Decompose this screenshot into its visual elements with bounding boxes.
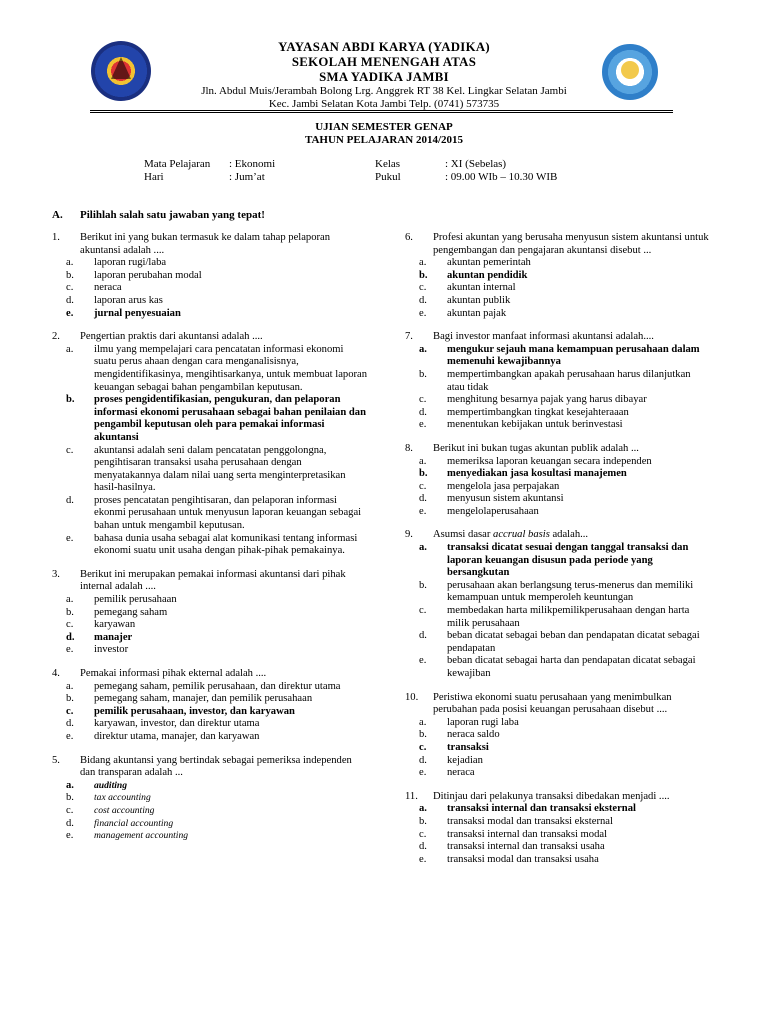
option-letter: b. [419, 269, 428, 281]
question-number: 9. [405, 529, 413, 541]
option-text: transaksi internal dan transaksi eksternal [447, 803, 636, 815]
option-text: transaksi modal dan transaksi usaha [447, 853, 599, 865]
option-letter: c. [419, 282, 427, 294]
answer-option [419, 394, 710, 407]
answer-option [66, 257, 367, 270]
option-letter: d. [66, 294, 74, 306]
question-number: 6. [405, 232, 413, 243]
option-text: laporan rugi laba [447, 716, 519, 728]
question-text: Berikut ini yang bukan termasuk ke dalam tahap pelaporan akuntansi adalah .... [80, 232, 331, 256]
option-text: laporan perubahan modal [94, 269, 202, 281]
option-letter: a. [419, 716, 427, 728]
day-value: : Jum’at [229, 171, 265, 183]
option-text: menyediakan jasa kosultasi manajemen [447, 468, 627, 480]
class-label: Kelas [375, 158, 401, 170]
question-number: 10. [405, 691, 419, 703]
exam-title: UJIAN SEMESTER GENAP [315, 121, 453, 133]
answer-option [419, 419, 710, 432]
option-text: neraca saldo [447, 729, 500, 741]
option-text: pemegang saham, manajer, dan pemilik perusahaan [94, 693, 313, 705]
question-text: Pemakai informasi pihak ekternal adalah .... [80, 668, 267, 679]
option-text: mengelolaperusahaan [447, 505, 539, 517]
option-text: menghitung besarnya pajak yang harus dibayar [447, 394, 647, 406]
option-letter: e. [419, 307, 427, 319]
header-divider [90, 110, 673, 111]
option-text: tax accounting [94, 792, 151, 804]
option-text: transaksi internal dan transaksi modal [447, 828, 608, 840]
option-text: pemegang saham, pemilik perusahaan, dan direktur utama [94, 680, 341, 692]
option-letter: a. [66, 343, 74, 355]
option-letter: e. [419, 419, 427, 431]
option-text: cost accounting [94, 804, 155, 816]
option-letter: a. [419, 343, 427, 355]
option-letter: a. [419, 455, 427, 467]
answer-option [66, 294, 367, 308]
option-text: akuntan publik [447, 294, 511, 306]
question-number: 7. [405, 331, 413, 343]
question-text: Berikut ini merupakan pemakai informasi akuntansi dari pihak internal adalah .... [80, 568, 346, 593]
option-letter: d. [66, 494, 74, 506]
option-text: financial accounting [94, 817, 174, 829]
option-letter: a. [419, 542, 427, 554]
option-text: transaksi dicatat sesuai dengan tanggal transaksi dan laporan keuangan disusun pada periode yang bersangkutan [447, 542, 689, 579]
answer-option [66, 644, 367, 657]
question-number: 11. [405, 790, 418, 802]
answer-option [419, 630, 710, 655]
option-letter: b. [419, 579, 427, 591]
question-number: 2. [52, 331, 60, 343]
option-letter: e. [66, 532, 74, 544]
option-text: menentukan kebijakan untuk berinvestasi [447, 419, 623, 431]
option-letter: e. [419, 655, 427, 667]
option-letter: d. [66, 817, 74, 829]
option-letter: b. [419, 368, 427, 380]
option-text: proses pengidentifikasian, pengukuran, dan pelaporan informasi ekonomi perusahaan sebagai bahan penilaian dan pengambil keputusan oleh para pemakai informasi akuntansi [94, 394, 366, 443]
answer-option [66, 269, 367, 283]
answer-option [419, 455, 710, 469]
option-text: direktur utama, manajer, dan karyawan [94, 730, 260, 742]
question-number: 4. [52, 668, 60, 679]
answer-option [419, 815, 710, 829]
option-letter: c. [66, 444, 74, 456]
option-letter: b. [66, 693, 74, 705]
question-number: 8. [405, 442, 413, 454]
letterhead [0, 40, 768, 110]
italic-term: accrual basis [493, 529, 550, 541]
question-5 [52, 755, 367, 843]
option-letter: a. [66, 257, 74, 269]
question-text: Profesi akuntan yang berusaha menyusun sistem akuntansi untuk pengembangan dan pengajaran akuntansi disebut ... [433, 232, 709, 256]
answer-option [419, 741, 710, 755]
option-text: beban dicatat sebagai harta dan pendapatan dicatat sebagai kewajiban [447, 655, 696, 679]
question-text: Bidang akuntansi yang bertindak sebagai pemeriksa independen dan transparan adalah ... [80, 754, 352, 779]
question-text: Peristiwa ekonomi suatu perusahaan yang menimbulkan perubahan pada posisi keuangan perusahaan disebut .... [433, 691, 672, 716]
question-text: Bagi investor manfaat informasi akuntansi adalah.... [433, 331, 654, 343]
address-line-1: Jln. Abdul Muis/Jerambah Bolong Lrg. Anggrek RT 38 Kel. Lingkar Selatan Jambi [201, 85, 567, 97]
answer-option [419, 505, 710, 519]
option-text: manajer [94, 631, 133, 643]
question-10 [405, 692, 710, 780]
option-text: mengelola jasa perpajakan [447, 480, 560, 492]
answer-option [66, 343, 368, 394]
answer-option [66, 631, 367, 645]
option-letter: e. [66, 730, 74, 742]
option-text: mempertimbangkan apakah perusahaan harus dilanjutkan atau tidak [447, 368, 691, 393]
option-letter: e. [66, 830, 74, 842]
option-letter: a. [66, 680, 74, 692]
answer-option [419, 542, 710, 580]
option-letter: c. [419, 741, 427, 753]
option-text: membedakan harta milikpemilikperusahaan dengan harta milik perusahaan [447, 605, 690, 629]
option-text: menyusun sistem akuntansi [447, 493, 564, 505]
question-text: Ditinjau dari pelakunya transaksi dibedakan menjadi .... [433, 790, 670, 802]
option-text: beban dicatat sebagai beban dan pendapatan dicatat sebagai pendapatan [447, 630, 700, 654]
option-letter: a. [419, 257, 427, 269]
answer-option [66, 532, 367, 558]
answer-option [66, 804, 367, 818]
question-1 [52, 232, 367, 320]
header-divider-thin [90, 112, 673, 113]
option-text: proses pencatatan pengihtisaran, dan pelaporan informasi ekonmi perusahaan untuk menyusun laporan keuangan sebagai bahan untuk mengambil keputusan. [94, 494, 362, 532]
question-2 [52, 331, 367, 558]
answer-option [66, 394, 367, 444]
answer-option [66, 307, 367, 321]
answer-option [419, 754, 710, 768]
answer-option [66, 817, 367, 831]
option-text: laporan rugi/laba [94, 257, 167, 269]
answer-option [419, 655, 710, 680]
answer-option [66, 718, 367, 731]
option-letter: d. [419, 493, 427, 505]
question-3 [52, 569, 367, 657]
section-a-heading [52, 209, 265, 222]
question-7 [405, 331, 710, 432]
subject-label: Mata Pelajaran [144, 158, 211, 170]
option-letter: b. [66, 606, 74, 618]
answer-option [419, 307, 710, 321]
answer-option [66, 282, 367, 295]
option-letter: e. [66, 644, 74, 656]
answer-option [66, 730, 367, 744]
option-text: karyawan, investor, dan direktur utama [94, 718, 260, 730]
class-value: : XI (Sebelas) [445, 158, 507, 170]
questions-right-column [405, 232, 710, 877]
answer-option [419, 294, 710, 308]
option-letter: d. [66, 718, 74, 730]
answer-option [66, 494, 367, 533]
option-letter: d. [419, 841, 427, 853]
option-letter: d. [419, 630, 427, 642]
option-text: neraca [94, 282, 122, 294]
option-letter: d. [419, 406, 427, 418]
option-letter: b. [66, 792, 74, 804]
option-letter: b. [419, 729, 427, 741]
option-text: akuntan pemerintah [447, 257, 531, 269]
exam-year: TAHUN PELAJARAN 2014/2015 [304, 134, 464, 146]
option-letter: b. [419, 468, 428, 480]
answer-option [66, 830, 367, 843]
option-text: investor [94, 644, 129, 656]
time-label: Pukul [375, 171, 401, 183]
option-text: ilmu yang mempelajari cara pencatatan informasi ekonomi suatu perus ahaan dengan cara menganalisisnya, mengidentifikasinya, mengihtisarkanya, untuk membuat laporan keuangan sebagai bahan pengambilan keputusan. [94, 343, 368, 393]
option-text: laporan arus kas [94, 294, 163, 306]
option-letter: a. [66, 779, 74, 791]
answer-option [419, 767, 710, 780]
answer-option [66, 619, 367, 632]
option-letter: d. [66, 631, 75, 643]
answer-option [419, 257, 710, 270]
option-letter: c. [419, 828, 427, 840]
option-letter: c. [66, 282, 74, 294]
answer-option [419, 269, 710, 283]
answer-option [66, 444, 367, 495]
option-letter: c. [419, 480, 427, 492]
question-8 [405, 443, 710, 519]
answer-option [419, 853, 710, 867]
answer-option [419, 828, 710, 842]
option-text: management accounting [94, 830, 189, 842]
option-text: transaksi [447, 741, 489, 753]
question-4 [52, 668, 367, 744]
option-text: neraca [447, 767, 475, 779]
answer-option [66, 705, 367, 719]
option-text: mempertimbangkan tingkat kesejahteraaan [447, 406, 629, 418]
option-text: auditing [94, 779, 128, 791]
option-text: kejadian [447, 754, 483, 766]
option-letter: e. [419, 505, 427, 517]
answer-option [66, 693, 367, 706]
subject-value: : Ekonomi [229, 158, 276, 170]
questions-left-column [52, 232, 367, 854]
day-label: Hari [144, 171, 164, 183]
question-text: Pengertian praktis dari akuntansi adalah .... [80, 331, 263, 343]
option-letter: c. [66, 619, 74, 631]
option-letter: c. [66, 804, 74, 816]
answer-option [419, 803, 710, 816]
time-value: : 09.00 WIb – 10.30 WIB [445, 171, 558, 183]
option-text: jurnal penyesuaian [94, 307, 181, 319]
question-number: 1. [52, 232, 60, 243]
option-text: akuntan pendidik [447, 269, 528, 281]
option-letter: c. [66, 705, 74, 717]
answer-option [66, 594, 367, 607]
section-instruction: Pilihlah salah satu jawaban yang tepat! [80, 209, 265, 221]
question-text: Berikut ini bukan tugas akuntan publik adalah ... [433, 442, 639, 454]
option-letter: b. [66, 269, 74, 281]
question-11 [405, 791, 710, 867]
option-letter: e. [419, 853, 427, 865]
answer-option [419, 605, 710, 630]
option-text: pemegang saham [94, 606, 168, 618]
question-6 [405, 232, 710, 320]
option-letter: d. [419, 294, 427, 306]
question-text: Asumsi dasar accrual basis adalah... [433, 529, 589, 541]
answer-option [419, 368, 710, 394]
option-text: pemilik perusahaan [94, 594, 177, 606]
option-text: transaksi internal dan transaksi usaha [447, 841, 605, 853]
option-letter: c. [419, 394, 427, 406]
answer-option [419, 493, 710, 506]
option-text: akuntan pajak [447, 307, 507, 319]
option-text: bahasa dunia usaha sebagai alat komunikasi tentang informasi ekonomi suatu unit usaha dengan pihak-pihak pemakainya. [94, 532, 358, 557]
foundation-name: YAYASAN ABDI KARYA (YADIKA) [278, 40, 490, 54]
option-text: pemilik perusahaan, investor, dan karyawan [94, 705, 295, 717]
answer-option [419, 468, 710, 481]
option-letter: e. [66, 307, 74, 319]
option-text: akuntansi adalah seni dalam pencatatan penggolongna, pengihtisaran transaksi usaha perusahaan dengan menyatakannya dalam nilai uang serta menginterpretasikan hasil-hasilnya. [94, 444, 346, 494]
answer-option [419, 343, 710, 369]
question-number: 3. [52, 568, 60, 580]
question-number: 5. [52, 754, 60, 766]
option-text: akuntan internal [447, 282, 516, 294]
answer-option [66, 779, 367, 793]
option-letter: b. [419, 815, 427, 827]
answer-option [419, 406, 710, 420]
option-text: mengukur sejauh mana kemampuan perusahaan dalam memenuhi kewajibannya [447, 343, 700, 368]
option-text: perusahaan akan berlangsung terus-menerus dan memiliki kemampuan untuk memperoleh keuntungan [447, 579, 694, 604]
option-text: karyawan [94, 619, 136, 631]
option-letter: c. [419, 605, 427, 617]
option-text: memeriksa laporan keuangan secara independen [447, 455, 652, 467]
answer-option [66, 680, 367, 694]
answer-option [419, 480, 710, 494]
question-9 [405, 529, 710, 680]
answer-option [419, 282, 710, 295]
section-label: A. [52, 209, 63, 221]
answer-option [419, 841, 710, 854]
school-type: SEKOLAH MENENGAH ATAS [291, 55, 477, 69]
answer-option [419, 729, 710, 742]
option-letter: a. [66, 594, 74, 606]
answer-option [419, 716, 710, 730]
answer-option [66, 792, 367, 805]
option-letter: b. [66, 394, 75, 406]
school-name: SMA YADIKA JAMBI [319, 70, 449, 84]
option-letter: e. [419, 767, 427, 779]
address-line-2: Kec. Jambi Selatan Kota Jambi Telp. (0741) 573735 [268, 97, 500, 110]
option-letter: d. [419, 754, 427, 766]
option-text: transaksi modal dan transaksi eksternal [447, 815, 613, 827]
answer-option [66, 606, 367, 620]
answer-option [419, 579, 710, 605]
option-letter: a. [419, 803, 427, 815]
